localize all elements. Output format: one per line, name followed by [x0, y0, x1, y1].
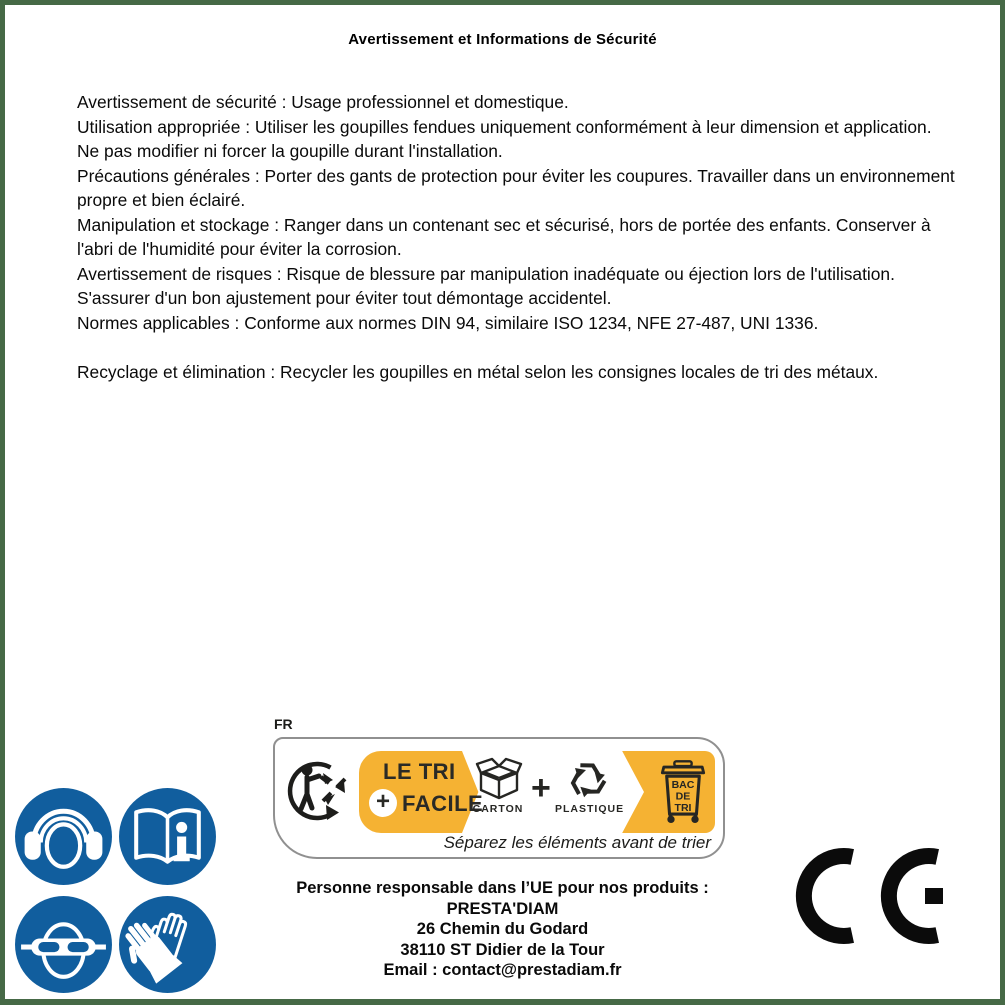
recycling-loop-icon	[565, 757, 611, 806]
company-name: PRESTA'DIAM	[446, 899, 559, 918]
infotri-label	[273, 737, 725, 859]
eye-protection-icon	[13, 894, 114, 995]
infotri-caption: Séparez les éléments avant de trier	[443, 833, 711, 852]
address-city: 38110 ST Didier de la Tour	[400, 940, 605, 959]
safety-paragraph: Manipulation et stockage : Ranger dans un contenant sec et sécurisé, hors de portée des enfants. Conserver à l'abri de l'humidité pour éviter la corrosion.	[77, 214, 931, 259]
ear-protection-icon	[13, 786, 114, 887]
bin-label-line: DE	[675, 790, 691, 803]
infotri-yellow-band	[359, 751, 715, 833]
letri-headline: LE TRI	[383, 759, 456, 784]
facile-headline: FACILE	[402, 791, 484, 816]
plastique-label: PLASTIQUE	[555, 803, 625, 815]
safety-paragraph: Précautions générales : Porter des gants de protection pour éviter les coupures. Travailler dans un environnement propre et bien éclairé.	[77, 165, 955, 210]
materials-plus-separator: +	[531, 769, 551, 807]
read-manual-icon	[117, 786, 218, 887]
safety-paragraph: Avertissement de risques : Risque de blessure par manipulation inadéquate ou éjection lors de l'utilisation. S'assurer d'un bon ajustement pour éviter tout démontage accidentel.	[77, 263, 895, 308]
bin-label-line: TRI	[674, 802, 692, 815]
safety-paragraph: Normes applicables : Conforme aux normes DIN 94, similaire ISO 1234, NFE 27-487, UNI 1336.	[77, 312, 819, 333]
page-title: Avertissement et Informations de Sécurité	[348, 31, 657, 48]
safety-paragraph: Avertissement de sécurité : Usage professionnel et domestique.	[77, 92, 569, 112]
carton-box-icon	[474, 756, 524, 807]
carton-label: CARTON	[472, 803, 524, 815]
responsible-person-block	[155, 878, 850, 981]
safety-paragraph: Utilisation appropriée : Utiliser les goupilles fendues uniquement conformément à leur dimension et application. Ne pas modifier ni forcer la goupille durant l'installation.	[77, 116, 932, 161]
triman-icon	[285, 747, 353, 832]
responsible-intro: Personne responsable dans l’UE pour nos produits :	[296, 879, 709, 897]
ce-marking-logo	[795, 844, 971, 953]
recycling-paragraph: Recyclage et élimination : Recycler les goupilles en métal selon les consignes locales de tri des métaux.	[77, 362, 879, 382]
country-code-label: FR	[274, 716, 293, 732]
contact-email: Email : contact@prestadiam.fr	[383, 961, 622, 979]
address-street: 26 Chemin du Godard	[416, 920, 589, 938]
plus-circle-icon: +	[369, 789, 397, 817]
bin-label-line: BAC	[671, 779, 695, 792]
sorting-bin-icon	[659, 755, 707, 834]
safety-text-block	[77, 90, 955, 385]
